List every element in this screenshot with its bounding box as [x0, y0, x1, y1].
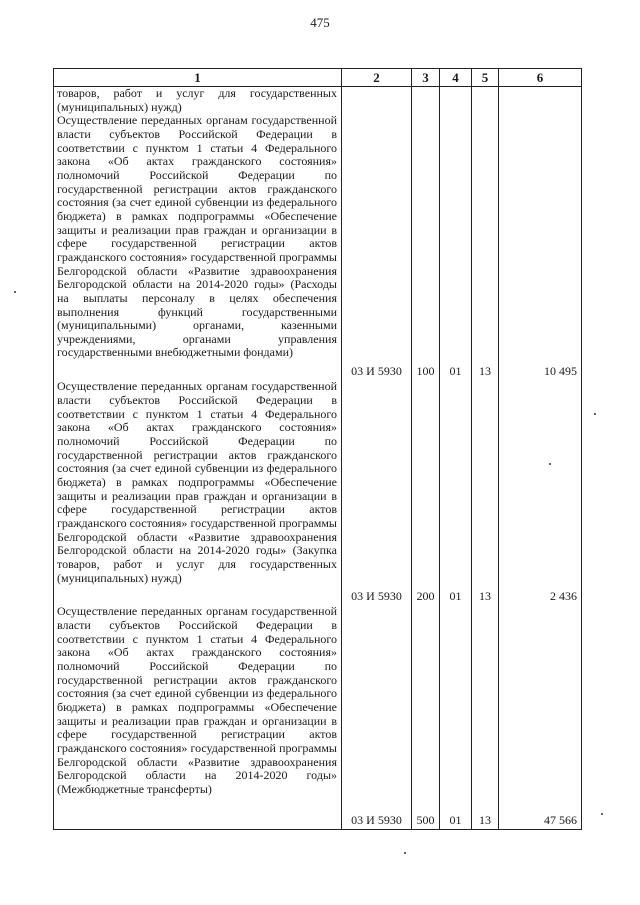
- row-code: [342, 87, 412, 115]
- row-pr: [472, 87, 499, 115]
- header-col-6: 6: [499, 69, 582, 87]
- scan-speck: [594, 413, 596, 415]
- scan-speck: [14, 291, 16, 293]
- row-code: 03 И 5930: [342, 114, 412, 380]
- row-vr: [412, 87, 440, 115]
- row-code: 03 И 5930: [342, 605, 412, 829]
- table-row: [54, 87, 582, 115]
- scan-speck: [404, 852, 406, 854]
- table-row: [54, 605, 582, 829]
- row-amount: [499, 87, 582, 115]
- header-col-4: 4: [440, 69, 472, 87]
- row-rz: 01: [440, 114, 472, 380]
- row-pr: 13: [472, 380, 499, 605]
- row-vr: 500: [412, 605, 440, 829]
- table-row: [54, 114, 582, 380]
- row-vr: 200: [412, 380, 440, 605]
- scan-speck: [601, 813, 603, 815]
- header-col-3: 3: [412, 69, 440, 87]
- row-amount: 10 495: [499, 114, 582, 380]
- row-amount: 2 436: [499, 380, 582, 605]
- row-rz: 01: [440, 380, 472, 605]
- row-pr: 13: [472, 114, 499, 380]
- header-col-1: 1: [54, 69, 342, 87]
- row-rz: [440, 87, 472, 115]
- header-col-5: 5: [472, 69, 499, 87]
- row-pr: 13: [472, 605, 499, 829]
- row-description: Осуществление переданных органам государственной власти субъектов Российской Федерации в соответствии с пунктом 1 статьи 4 Федерального закона «Об актах гражданского состояния» полномочий Российской Федерации по государственной регистрации актов гражданского состояния (за счет единой субвенции из федерального бюджета) в рамках подпрограммы «Обеспечение защиты и реализации прав граждан и организации в сфере государственной регистрации актов гражданского состояния» государственной программы Белгородской области «Развитие здравоохранения Белгородской области на 2014-2020 годы» (Расходы на выплаты персоналу в целях обеспечения выполнения функций государственными (муниципальными) органами, казенными учреждениями, органами управления государственными внебюджетными фондами): [54, 114, 342, 380]
- header-row: [54, 69, 582, 87]
- scan-speck: [549, 463, 551, 465]
- row-amount: 47 566: [499, 605, 582, 829]
- row-rz: 01: [440, 605, 472, 829]
- row-code: 03 И 5930: [342, 380, 412, 605]
- row-description: товаров, работ и услуг для государственных (муниципальных) нужд): [54, 87, 342, 115]
- header-col-2: 2: [342, 69, 412, 87]
- page-number: 475: [310, 15, 330, 30]
- row-vr: 100: [412, 114, 440, 380]
- row-description: Осуществление переданных органам государственной власти субъектов Российской Федерации в соответствии с пунктом 1 статьи 4 Федерального закона «Об актах гражданского состояния» полномочий Российской Федерации по государственной регистрации актов гражданского состояния (за счет единой субвенции из федерального бюджета) в рамках подпрограммы «Обеспечение защиты и реализации прав граждан и организации в сфере государственной регистрации актов гражданского состояния» государственной программы Белгородской области «Развитие здравоохранения Белгородской области на 2014-2020 годы» (Межбюджетные трансферты): [54, 605, 342, 829]
- row-description: Осуществление переданных органам государственной власти субъектов Российской Федерации в соответствии с пунктом 1 статьи 4 Федерального закона «Об актах гражданского состояния» полномочий Российской Федерации по государственной регистрации актов гражданского состояния (за счет единой субвенции из федерального бюджета) в рамках подпрограммы «Обеспечение защиты и реализации прав граждан и организации в сфере государственной регистрации актов гражданского состояния» государственной программы Белгородской области «Развитие здравоохранения Белгородской области на 2014-2020 годы» (Закупка товаров, работ и услуг для государственных (муниципальных) нужд): [54, 380, 342, 605]
- budget-table: [53, 68, 582, 830]
- table-row: [54, 380, 582, 605]
